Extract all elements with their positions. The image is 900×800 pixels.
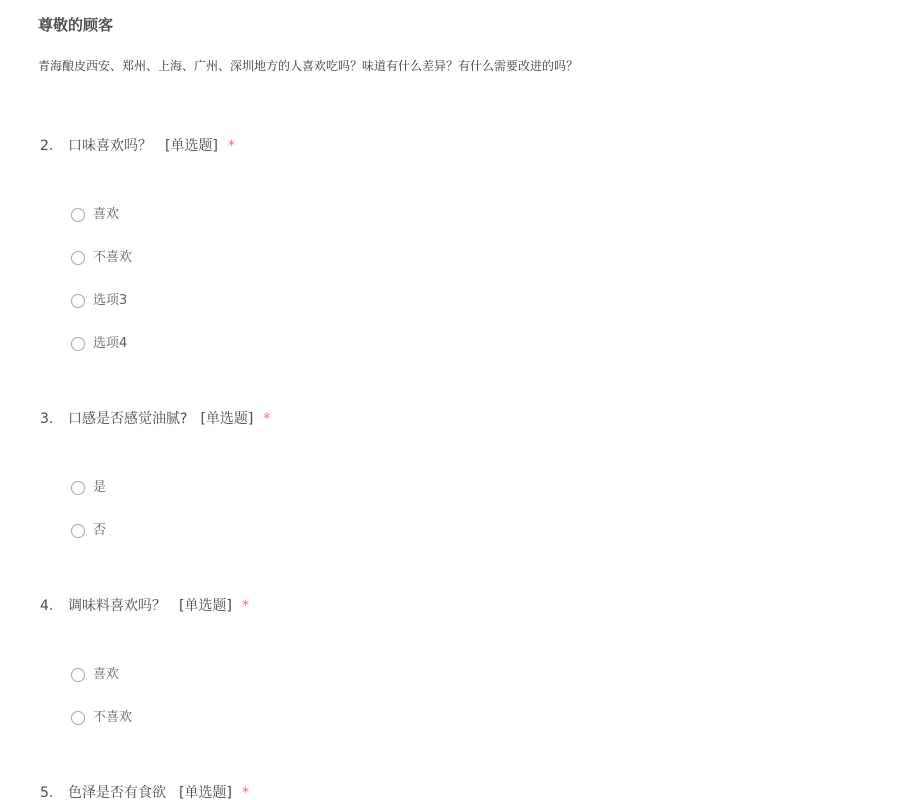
survey-title: 尊敬的顾客 (38, 16, 114, 34)
options-list (38, 480, 860, 539)
question-number: 4. (40, 598, 54, 614)
radio-option[interactable] (71, 250, 860, 266)
required-asterisk: * (241, 598, 249, 614)
options-list (38, 667, 860, 726)
radio-option[interactable] (71, 293, 860, 309)
question-block (38, 138, 860, 352)
required-asterisk: * (263, 411, 271, 427)
option-label: 不喜欢 (93, 250, 133, 265)
question-number: 2. (40, 138, 54, 154)
question-block (38, 785, 860, 800)
radio-unchecked-icon[interactable] (71, 668, 85, 682)
question-header (38, 785, 860, 800)
question-header (38, 411, 860, 427)
radio-option[interactable] (71, 336, 860, 352)
radio-option[interactable] (71, 710, 860, 726)
radio-unchecked-icon[interactable] (71, 481, 85, 495)
question-type-badge: [单选题] (165, 138, 218, 154)
question-text: 口味喜欢吗？ (68, 138, 152, 154)
radio-option[interactable] (71, 480, 860, 496)
option-label: 喜欢 (93, 207, 120, 222)
option-label: 是 (93, 480, 107, 495)
radio-unchecked-icon[interactable] (71, 208, 85, 222)
survey-description: 青海酿皮西安、郑州、上海、广州、深圳地方的人喜欢吃吗？味道有什么差异？有什么需要改进的吗？ (38, 59, 579, 73)
radio-unchecked-icon[interactable] (71, 337, 85, 351)
radio-unchecked-icon[interactable] (71, 251, 85, 265)
radio-unchecked-icon[interactable] (71, 711, 85, 725)
option-label: 不喜欢 (93, 710, 133, 725)
question-text: 色泽是否有食欲 (68, 785, 166, 800)
question-header (38, 598, 860, 614)
radio-unchecked-icon[interactable] (71, 294, 85, 308)
question-text: 口感是否感觉油腻? (68, 411, 188, 427)
question-number: 5. (40, 785, 54, 800)
question-number: 3. (40, 411, 54, 427)
questions-list (38, 138, 860, 800)
question-type-badge: [单选题] (179, 785, 232, 800)
option-label: 选项3 (93, 293, 128, 308)
question-type-badge: [单选题] (179, 598, 232, 614)
option-label: 选项4 (93, 336, 128, 351)
option-label: 喜欢 (93, 667, 120, 682)
question-header (38, 138, 860, 154)
options-list (38, 207, 860, 352)
radio-option[interactable] (71, 207, 860, 223)
question-type-badge: [单选题] (200, 411, 254, 427)
radio-unchecked-icon[interactable] (71, 524, 85, 538)
question-text: 调味料喜欢吗？ (68, 598, 166, 614)
radio-option[interactable] (71, 667, 860, 683)
question-block (38, 598, 860, 726)
required-asterisk: * (227, 138, 235, 154)
required-asterisk: * (241, 785, 249, 800)
option-label: 否 (93, 523, 107, 538)
question-block (38, 411, 860, 539)
radio-option[interactable] (71, 523, 860, 539)
